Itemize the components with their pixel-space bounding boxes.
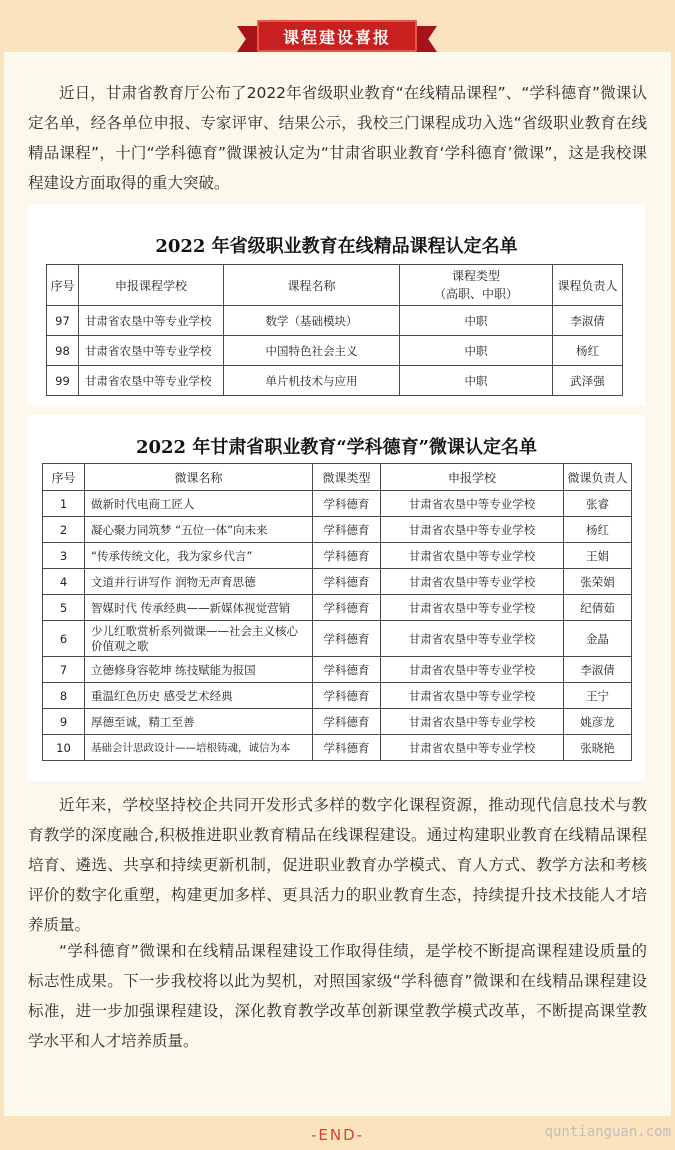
table-cell: 数学（基础模块） — [224, 306, 400, 336]
table2-header-cell: 微课类型 — [313, 464, 381, 491]
table-cell: 6 — [43, 621, 85, 657]
table-cell: “传承传统文化，我为家乡代言” — [85, 543, 313, 569]
table-cell: 中职 — [400, 336, 553, 366]
table-cell: 李淑倩 — [553, 306, 623, 336]
table-cell: 学科德育 — [313, 543, 381, 569]
table-cell: 2 — [43, 517, 85, 543]
table-row — [43, 621, 632, 657]
table1-header-cell: 申报课程学校 — [79, 265, 224, 306]
table1-header-cell — [400, 265, 553, 306]
table-row — [43, 683, 632, 709]
table1-header-line: （高职、中职） — [433, 287, 518, 301]
table1-header-row — [47, 265, 623, 306]
table-row — [47, 336, 623, 366]
table-cell: 甘肃省农垦中等专业学校 — [381, 569, 564, 595]
table2-card — [28, 415, 645, 781]
table-cell: 智媒时代 传承经典——新媒体视觉营销 — [85, 595, 313, 621]
table-cell: 杨红 — [564, 517, 632, 543]
table-cell: 甘肃省农垦中等专业学校 — [381, 491, 564, 517]
body-paragraph-2: “学科德育”微课和在线精品课程建设工作取得佳绩，是学校不断提高课程建设质量的标志性成果。下一步我校将以此为契机，对照国家级“学科德育”微课和在线精品课程建设标准，进一步加强课程建设，深化教育教学改革创新课堂教学模式改革，不断提高课堂教学水平和人才培养质量。 — [28, 942, 647, 1050]
table-cell: 王宁 — [564, 683, 632, 709]
table-cell: 98 — [47, 336, 79, 366]
table1-header-cell: 课程名称 — [224, 265, 400, 306]
body-paragraph-1: 近年来，学校坚持校企共同开发形式多样的数字化课程资源，推动现代信息技术与教育教学的深度融合,积极推进职业教育精品在线课程建设。通过构建职业教育在线精品课程培育、遴选、共享和持续更新机制，促进职业教育办学模式、育人方式、教学方法和考核评价的数字化重塑，构建更加多样、更具活力的职业教育生态，持续提升技术技能人才培养质量。 — [28, 796, 647, 934]
table-cell: 中国特色社会主义 — [224, 336, 400, 366]
ribbon-body — [257, 20, 417, 52]
table-cell: 纪倩茹 — [564, 595, 632, 621]
table-cell: 单片机技术与应用 — [224, 366, 400, 396]
table-cell: 甘肃省农垦中等专业学校 — [381, 709, 564, 735]
table-cell: 学科德育 — [313, 657, 381, 683]
table-cell: 张睿 — [564, 491, 632, 517]
table-cell: 甘肃省农垦中等专业学校 — [381, 621, 564, 657]
table-row — [43, 595, 632, 621]
table-cell: 10 — [43, 735, 85, 761]
page-title: 课程建设喜报 — [282, 27, 391, 47]
table-cell: 凝心聚力同筑梦 “五位一体”向未来 — [85, 517, 313, 543]
table-row — [43, 735, 632, 761]
table-cell: 中职 — [400, 366, 553, 396]
table-cell: 7 — [43, 657, 85, 683]
table-cell: 中职 — [400, 306, 553, 336]
table1-card — [28, 204, 645, 406]
table-cell: 少儿红歌赏析系列微课——社会主义核心价值观之歌 — [85, 621, 313, 657]
table-cell: 学科德育 — [313, 491, 381, 517]
table-row — [47, 366, 623, 396]
table-cell: 97 — [47, 306, 79, 336]
table-cell: 4 — [43, 569, 85, 595]
table-row — [43, 709, 632, 735]
table-cell: 9 — [43, 709, 85, 735]
table-row — [43, 657, 632, 683]
table-cell: 学科德育 — [313, 569, 381, 595]
table-cell: 甘肃省农垦中等专业学校 — [381, 517, 564, 543]
table-row — [43, 517, 632, 543]
table-cell: 学科德育 — [313, 683, 381, 709]
table-cell: 学科德育 — [313, 517, 381, 543]
table-row — [43, 569, 632, 595]
table-cell: 学科德育 — [313, 621, 381, 657]
intro-paragraph: 近日，甘肃省教育厅公布了2022年省级职业教育“在线精品课程”、“学科德育”微课认定名单，经各单位申报、专家评审、结果公示，我校三门课程成功入选“省级职业教育在线精品课程”，十门“学科德育”微课被认定为“甘肃省职业教育‘学科德育’微课”，这是我校课程建设方面取得的重大突破。 — [28, 84, 647, 192]
table-cell: 学科德育 — [313, 595, 381, 621]
table-cell: 学科德育 — [313, 709, 381, 735]
table-cell: 武泽强 — [553, 366, 623, 396]
table-cell: 金晶 — [564, 621, 632, 657]
table-cell: 张荣娟 — [564, 569, 632, 595]
table-cell: 厚德至诚，精工至善 — [85, 709, 313, 735]
table-cell: 张晓艳 — [564, 735, 632, 761]
table-cell: 杨红 — [553, 336, 623, 366]
table-cell: 立德修身容乾坤 练技赋能为报国 — [85, 657, 313, 683]
table2-header-cell: 申报学校 — [381, 464, 564, 491]
table-cell: 做新时代电商工匠人 — [85, 491, 313, 517]
watermark: quntianguan.com — [544, 1124, 671, 1140]
table1-header-line: 课程类型 — [451, 269, 500, 283]
table2-header-cell: 微课名称 — [85, 464, 313, 491]
table-cell: 99 — [47, 366, 79, 396]
table-cell: 甘肃省农垦中等专业学校 — [381, 657, 564, 683]
table1 — [46, 264, 623, 396]
table-cell: 姚彦龙 — [564, 709, 632, 735]
table-row — [43, 543, 632, 569]
table-row — [47, 306, 623, 336]
table-cell: 5 — [43, 595, 85, 621]
table-cell: 1 — [43, 491, 85, 517]
table-cell: 甘肃省农垦中等专业学校 — [381, 735, 564, 761]
table-row — [43, 491, 632, 517]
table1-title: 2022 年省级职业教育在线精品课程认定名单 — [155, 236, 518, 257]
table-cell: 王娟 — [564, 543, 632, 569]
table-cell: 甘肃省农垦中等专业学校 — [79, 306, 224, 336]
table2 — [42, 463, 632, 761]
table-cell: 李淑倩 — [564, 657, 632, 683]
table-cell: 重温红色历史 感受艺术经典 — [85, 683, 313, 709]
table-cell: 甘肃省农垦中等专业学校 — [381, 683, 564, 709]
table-cell: 学科德育 — [313, 735, 381, 761]
table-cell: 甘肃省农垦中等专业学校 — [79, 366, 224, 396]
table2-header-row — [43, 464, 632, 491]
table-cell: 文道并行讲写作 润物无声育思德 — [85, 569, 313, 595]
table1-header-cell: 序号 — [47, 265, 79, 306]
table2-header-cell: 微课负责人 — [564, 464, 632, 491]
table-cell: 3 — [43, 543, 85, 569]
table2-header-cell: 序号 — [43, 464, 85, 491]
table-cell: 甘肃省农垦中等专业学校 — [381, 543, 564, 569]
table1-header-cell: 课程负责人 — [553, 265, 623, 306]
table-cell: 8 — [43, 683, 85, 709]
table-cell: 基础会计思政设计——培根铸魂，诚信为本 — [85, 735, 313, 761]
title-ribbon — [237, 14, 437, 62]
table-cell: 甘肃省农垦中等专业学校 — [381, 595, 564, 621]
table2-title: 2022 年甘肃省职业教育“学科德育”微课认定名单 — [135, 437, 538, 458]
end-mark: -END- — [310, 1126, 365, 1144]
table-cell: 甘肃省农垦中等专业学校 — [79, 336, 224, 366]
